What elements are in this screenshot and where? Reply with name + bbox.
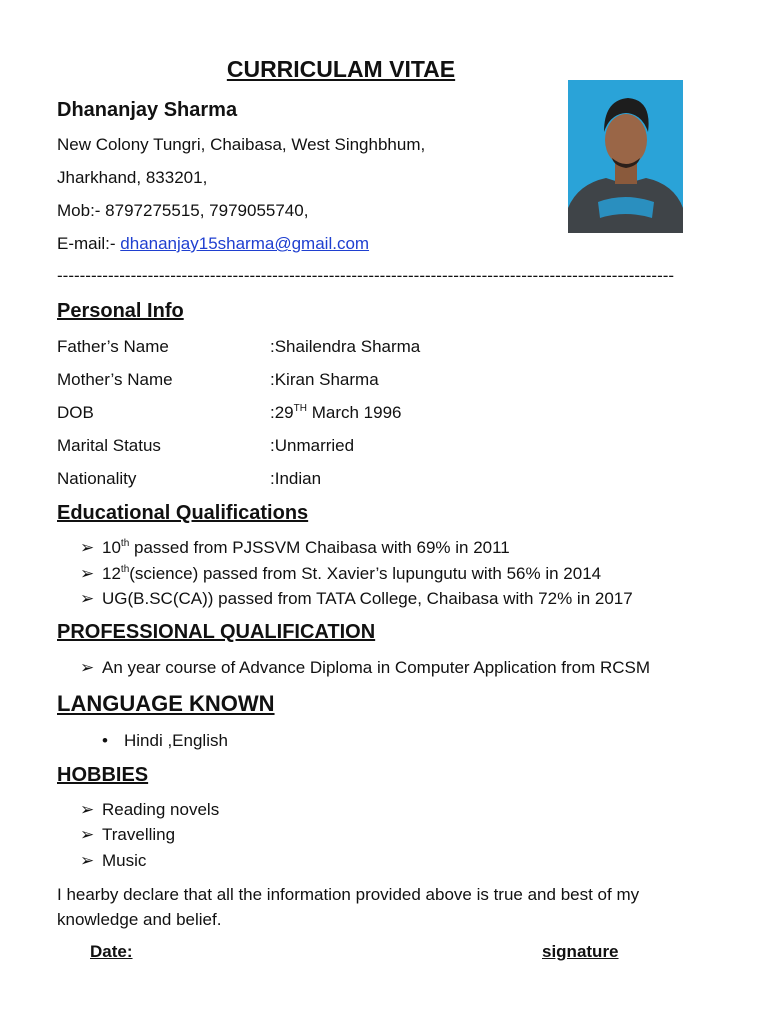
field-value: :Kiran Sharma — [270, 370, 379, 389]
list-item: ➢ Music — [80, 851, 147, 870]
professional-heading: PROFESSIONAL QUALIFICATION — [57, 621, 376, 643]
language-heading: LANGUAGE KNOWN — [57, 691, 275, 716]
address-line-1: New Colony Tungri, Chaibasa, West Singhbhum, — [57, 135, 426, 154]
email-row — [57, 234, 369, 254]
arrow-bullet-icon: ➢ — [80, 589, 95, 608]
field-label: DOB — [57, 403, 94, 422]
dob-ordinal: TH — [293, 403, 307, 414]
person-photo-icon — [568, 80, 683, 233]
field-value: :Indian — [270, 469, 322, 488]
dot-bullet-icon: • — [102, 731, 108, 750]
field-label: Marital Status — [57, 436, 161, 455]
list-item: ➢ UG(B.SC(CA)) passed from TATA College, Chaibasa with 72% in 2017 — [80, 589, 633, 608]
field-value — [270, 403, 401, 423]
field-label: Father’s Name — [57, 337, 169, 356]
applicant-name: Dhananjay Sharma — [57, 99, 238, 121]
arrow-bullet-icon: ➢ — [80, 564, 95, 583]
email-link[interactable]: dhananjay15sharma@gmail.com — [120, 234, 370, 253]
field-value: :Unmarried — [270, 436, 355, 455]
list-item: ➢ An year course of Advance Diploma in Computer Application from RCSM — [80, 658, 651, 677]
education-heading: Educational Qualifications — [57, 502, 309, 524]
list-item: ➢ 12th(science) passed from St. Xavier’s lupungutu with 56% in 2014 — [80, 564, 602, 583]
declaration-text: I hearby declare that all the information provided above is true and best of my knowledge and belief. — [57, 885, 640, 929]
field-label: Mother’s Name — [57, 370, 173, 389]
arrow-bullet-icon: ➢ — [80, 658, 95, 677]
field-label: Nationality — [57, 469, 137, 488]
arrow-bullet-icon: ➢ — [80, 825, 95, 844]
list-item: ➢ Travelling — [80, 825, 176, 844]
dob-day: :29 — [270, 403, 294, 422]
list-item: ➢ Reading novels — [80, 800, 220, 819]
profile-photo — [568, 80, 683, 233]
list-item: ➢ 10th passed from PJSSVM Chaibasa with 69% in 2011 — [80, 538, 510, 557]
signature-label: signature — [542, 942, 619, 961]
personal-info-heading: Personal Info — [57, 300, 184, 322]
arrow-bullet-icon: ➢ — [80, 538, 95, 557]
separator-line: ------------------------------------------------------------------------------------------------------------- — [57, 266, 675, 285]
dob-rest: March 1996 — [306, 403, 402, 422]
email-label: E-mail:- — [57, 234, 121, 253]
hobbies-heading: HOBBIES — [57, 764, 149, 786]
date-label: Date: — [90, 942, 133, 961]
document-title: CURRICULAM VITAE — [226, 56, 456, 82]
address-line-2: Jharkhand, 833201, — [57, 168, 208, 187]
arrow-bullet-icon: ➢ — [80, 851, 95, 870]
arrow-bullet-icon: ➢ — [80, 800, 95, 819]
field-value: :Shailendra Sharma — [270, 337, 421, 356]
mobile-numbers: Mob:- 8797275515, 7979055740, — [57, 201, 309, 220]
list-item: • Hindi ,English — [102, 731, 228, 750]
